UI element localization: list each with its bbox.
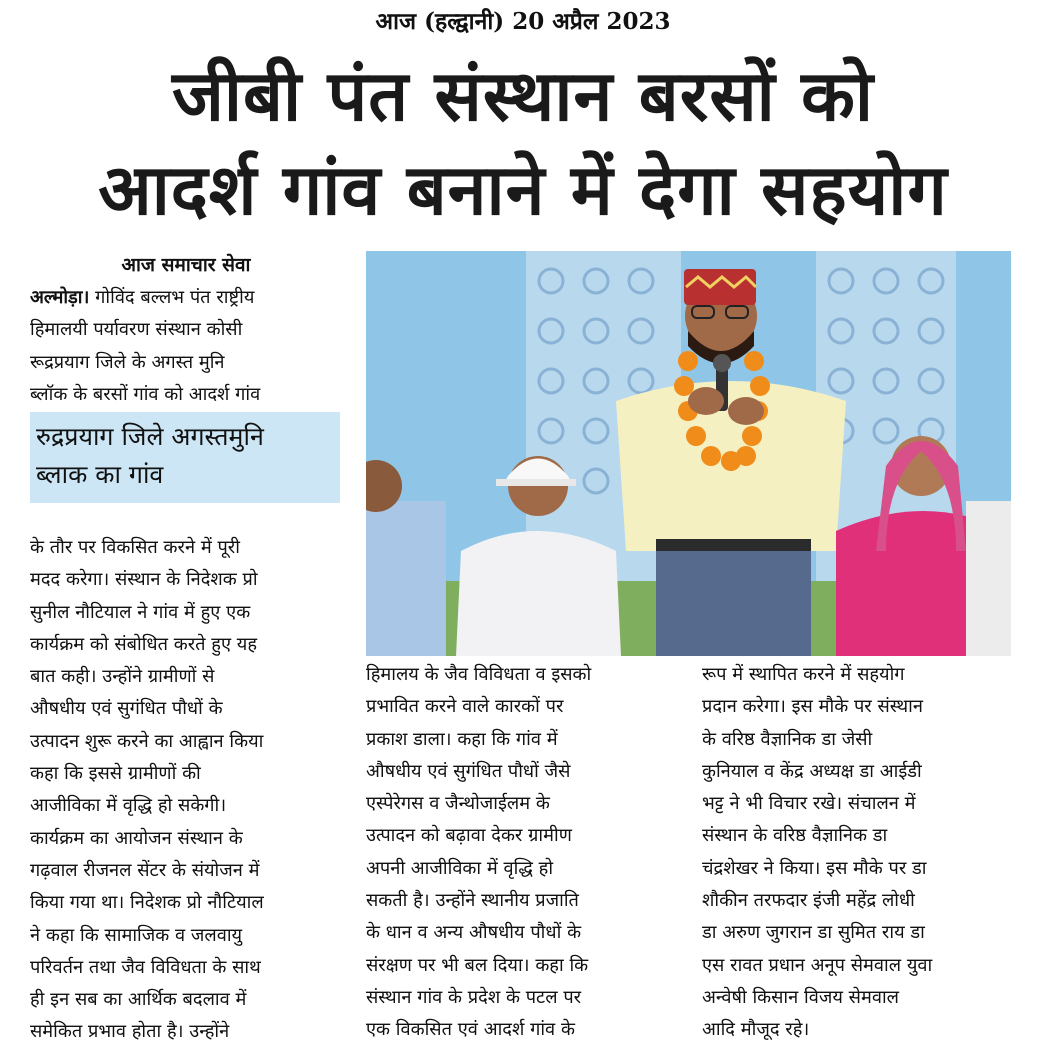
column-line: समेकित प्रभाव होता है। उन्होंने [30,1021,230,1043]
column-line: मदद करेगा। संस्थान के निदेशक प्रो [30,569,258,591]
column-line: बात कही। उन्होंने ग्रामीणों से [30,666,215,688]
intro-line: रूद्रप्रयाग जिले के अगस्त मुनि [30,351,225,373]
pull-quote-line: ब्लाक का गांव [36,460,164,489]
column-line: ने कहा कि सामाजिक व जलवायु [30,924,243,946]
column-line: अपनी आजीविका में वृद्धि हो [366,857,554,879]
column-line: एस्पेरेगस व जैन्थोजाईलम के [366,793,550,815]
column-line: डा अरुण जुगरान डा सुमित राय डा [702,922,925,944]
article-column-3 [702,659,1014,1047]
column-line: आदि मौजूद रहे। [702,1019,810,1041]
column-line: आजीविका में वृद्धि हो सकेगी। [30,795,227,817]
column-line: संस्थान गांव के प्रदेश के पटल पर [366,986,582,1008]
column-line: किया गया था। निदेशक प्रो नौटियाल [30,892,264,914]
column-line: प्रभावित करने वाले कारकों पर [366,696,564,718]
dateline: आज (हल्द्वानी) 20 अप्रैल 2023 [375,8,671,35]
column-line: उत्पादन को बढ़ावा देकर ग्रामीण [366,825,572,847]
column-line: ही इन सब का आर्थिक बदलाव में [30,989,247,1011]
column-line: औषधीय एवं सुगंधित पौधों के [30,698,223,720]
intro-text [30,282,342,411]
intro-line: ब्लॉक के बरसों गांव को आदर्श गांव [30,383,261,405]
column-line: सकती है। उन्होंने स्थानीय प्रजाति [366,890,579,912]
column-line: कार्यक्रम का आयोजन संस्थान के [30,827,243,849]
column-line: एक विकसित एवं आदर्श गांव के [366,1019,575,1041]
column-line: के तौर पर विकसित करने में पूरी [30,537,240,558]
column-line: रूप में स्थापित करने में सहयोग [702,664,905,685]
article-column-2 [366,659,678,1047]
column-line: उत्पादन शुरू करने का आह्वान किया [30,730,264,752]
event-photo [366,251,1011,656]
column-line: के वरिष्ठ वैज्ञानिक डा जेसी [702,728,873,750]
column-line: के धान व अन्य औषधीय पौधों के [366,922,582,944]
column-line: एस रावत प्रधान अनूप सेमवाल युवा [702,954,933,976]
column-line: चंद्रशेखर ने किया। इस मौके पर डा [702,857,927,879]
column-line: भट्ट ने भी विचार रखे। संचालन में [702,793,916,815]
column-line: हिमालय के जैव विविधता व इसको [366,664,592,685]
column-line: औषधीय एवं सुगंधित पौधों जैसे [366,760,571,782]
column-line: संरक्षण पर भी बल दिया। कहा कि [366,954,589,976]
byline: आज समाचार सेवा [121,254,251,276]
column-line: कहा कि इससे ग्रामीणों की [30,763,201,785]
column-line: प्रकाश डाला। कहा कि गांव में [366,728,558,750]
column-line: परिवर्तन तथा जैव विविधता के साथ [30,956,261,978]
article-column-1 [30,532,342,1049]
column-line: सुनील नौटियाल ने गांव में हुए एक [30,601,251,623]
column-line: कुनियाल व केंद्र अध्यक्ष डा आईडी [702,760,922,782]
headline-line-2: आदर्श गांव बनाने में देगा सहयोग [98,149,948,231]
column-line: शौकीन तरफदार इंजी महेंद्र लोधी [702,890,915,912]
column-line: गढ़वाल रीजनल सेंटर के संयोजन में [30,859,260,881]
column-line: संस्थान के वरिष्ठ वैज्ञानिक डा [702,825,888,847]
pull-quote [30,412,340,503]
column-line: अन्वेषी किसान विजय सेमवाल [702,986,899,1008]
headline-line-1: जीबी पंत संस्थान बरसों को [171,55,875,137]
dateline-place: अल्मोड़ा। [30,287,90,308]
pull-quote-line: रुद्रप्रयाग जिले अगस्तमुनि [36,422,264,451]
column-line: कार्यक्रम को संबोधित करते हुए यह [30,633,258,655]
column-line: प्रदान करेगा। इस मौके पर संस्थान [702,696,923,718]
intro-line-rest: गोविंद बल्लभ पंत राष्ट्रीय [89,287,255,308]
intro-line [30,282,342,314]
intro-line: हिमालयी पर्यावरण संस्थान कोसी [30,319,243,341]
